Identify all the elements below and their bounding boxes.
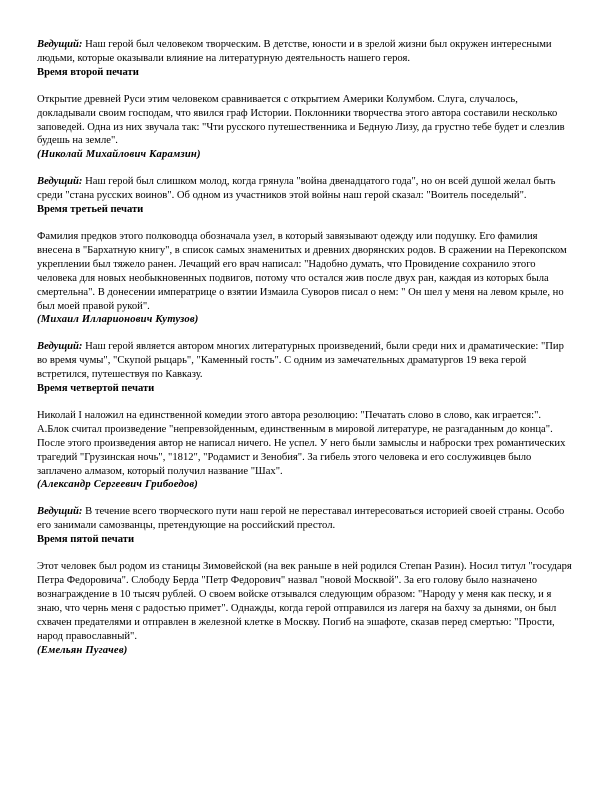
- answer-5: (Емельян Пугачев): [37, 644, 128, 656]
- riddle-paragraph-2: Открытие древней Руси этим человеком сравнивается с открытием Америки Колумбом. Слуга, случалось, докладывали своим господам, что явился граф Истории. Поклонники творчества этого автора составили несколько заповедей. Одна из них звучала так: "Чти русского путешественника и Бедную Лизу, да грустно тебе будет и слезлив будешь на земле".: [37, 93, 565, 147]
- host-paragraph-1: [37, 38, 575, 66]
- host-label: Ведущий:: [37, 39, 83, 50]
- host-label: Ведущий:: [37, 506, 83, 518]
- host-text: Наш герой был слишком молод, когда грянула "война двенадцатого года", но он всей душой желал быть среди "стана русских воинов". Об одном из участников этой войны наш герой сказал: "Воитель поседелый".: [37, 176, 556, 202]
- section-heading-3: Время третьей печати: [37, 204, 144, 216]
- section-heading-4: Время четвертой печати: [37, 383, 155, 395]
- host-text: Наш герой был человеком творческим. В детстве, юности и в зрелой жизни был окружен интересными людьми, которые оказывали влияние на литературную деятельность нашего героя.: [37, 39, 552, 64]
- riddle-paragraph-5: Этот человек был родом из станицы Зимовейской (на век раньше в ней родился Степан Разин). Носил титул "государя Петра Федоровича". Слободу Берда "Петр Федорович" назвал "новой Москвой". За его голову было назначено вознаграждение в 10 тысяч рублей. О своем войске отзывался следующим образом: "Народу у меня как песку, и я знаю, что чернь меня с радостью примет". Однажды, когда герой отправился из лагеря на бахчу за дынями, он был схвачен предателями и отправлен в железной клетке в Москву. Погиб на эшафоте, сказав перед смертью: "Прости, народ православный".: [37, 561, 572, 642]
- document-page: [37, 38, 575, 670]
- host-text: В течение всего творческого пути наш герой не переставал интересоваться историей своей страны. Особо его занимали самозванцы, претендующие на российский престол.: [37, 506, 565, 532]
- section-heading-2: Время второй печати: [37, 66, 139, 78]
- host-paragraph-2: [37, 175, 575, 203]
- host-paragraph-4: [37, 505, 575, 533]
- answer-2: (Николай Михайлович Карамзин): [37, 149, 201, 161]
- riddle-paragraph-3: Фамилия предков этого полководца обозначала узел, в который завязывают одежду или подушку. Его фамилия внесена в "Бархатную книгу", в список самых знаменитых и древних дворянских родов. В сражении на Перекопском укреплении был тяжело ранен. Лечащий его врач написал: "Надобно думать, что Провидение сохранило этого человека для новых необыкновенных подвигов, потому что остался жив после двух ран, каждая из которых была смертельна". В донесении императрице о взятии Измаила Суворов писал о нем: " Он шел у меня на левом крыле, но был моей правой рукой".: [37, 230, 567, 312]
- riddle-paragraph-4: Николай I наложил на единственной комедии этого автора резолюцию: "Печатать слово в слово, как играется:". А.Блок считал произведение "непревзойденным, единственным в мировой литературе, не разгаданным до конца". После этого произведения автор не написал ничего. Не успел. У него были замыслы и наброски трех романтических трагедий "Грузинская ночь", "1812", "Родамист и Зенобия". За гибель этого человека и его сослуживцев было заплачено алмазом, который получил название "Шах".: [37, 409, 566, 477]
- host-paragraph-3: [37, 340, 575, 382]
- host-label: Ведущий:: [37, 341, 83, 353]
- host-label: Ведущий:: [37, 176, 83, 188]
- answer-3: (Михаил Илларионович Кутузов): [37, 314, 199, 326]
- section-heading-5: Время пятой печати: [37, 534, 135, 546]
- host-text: Наш герой является автором многих литературных произведений, были среди них и драматические: "Пир во время чумы", "Скупой рыцарь", "Каменный гость". С одним из замечательных драматургов 19 века герой встретился, путешествуя по Кавказу.: [37, 341, 564, 381]
- answer-4: (Александр Сергеевич Грибоедов): [37, 479, 198, 491]
